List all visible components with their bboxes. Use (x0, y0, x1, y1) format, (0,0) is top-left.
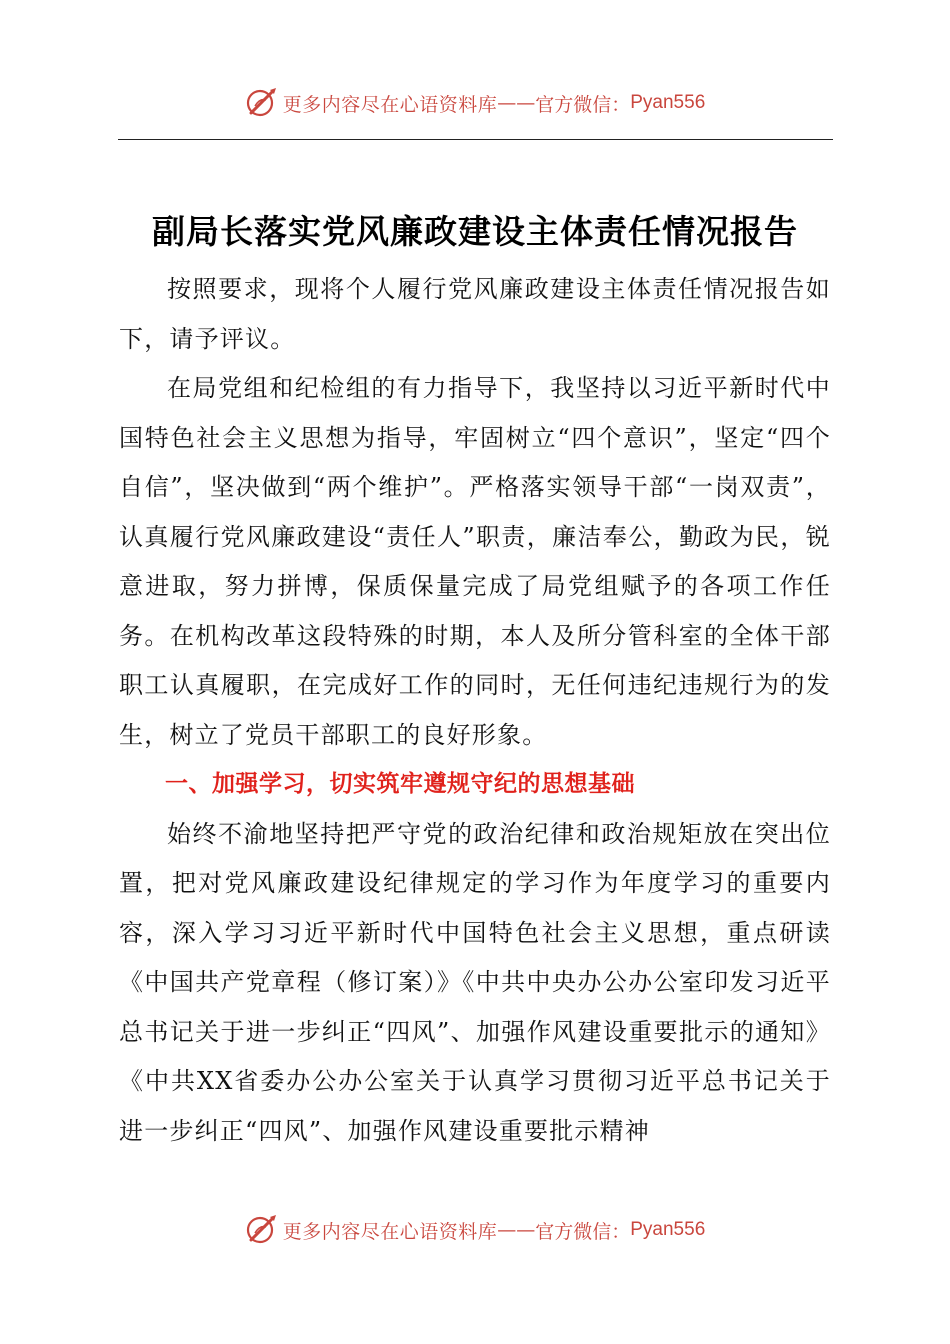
intro-paragraph: 按照要求，现将个人履行党风廉政建设主体责任情况报告如下，请予评议。 (119, 275, 831, 353)
banner-text: 更多内容尽在心语资料库 (282, 1220, 498, 1243)
section-paragraph: 始终不渝地坚持把严守党的政治纪律和政治规矩放在突出位置，把对党风廉政建设纪律规定的学习作为年度学习的重要内容，深入学习习近平新时代中国特色社会主义思想，重点研读《中国共产党章程（修订案）》《中共中央办公办公室印发习近平总书记关于进一步纠正“四风”、加强作风建设重要批示的通知》《中共XX省委办公办公室关于认真学习贯彻习近平总书记关于进一步纠正“四风”、加强作风建设重要批示精神 (119, 819, 831, 1145)
document-title: 副局长落实党风廉政建设主体责任情况报告 (152, 212, 798, 252)
footer-banner (0, 1210, 950, 1250)
banner-wechat-id: Pyan556 (630, 1219, 706, 1240)
banner-wechat-id: Pyan556 (630, 92, 706, 113)
banner-wechat-label: 官方微信： (535, 1220, 631, 1243)
header-banner (0, 83, 950, 123)
pen-logo-icon (245, 86, 279, 120)
banner-wechat-label: 官方微信： (535, 93, 631, 116)
document-body (119, 265, 831, 1156)
header-divider (118, 139, 833, 140)
body-paragraph: 在局党组和纪检组的有力指导下，我坚持以习近平新时代中国特色社会主义思想为指导，牢固树立“四个意识”，坚定“四个自信”，坚决做到“两个维护”。严格落实领导干部“一岗双责”，认真履行党风廉政建设“责任人”职责，廉洁奉公，勤政为民，锐意进取，努力拼博，保质保量完成了局党组赋予的各项工作任务。在机构改革这段特殊的时期，本人及所分管科室的全体干部职工认真履职，在完成好工作的同时，无任何违纪违规行为的发生，树立了党员干部职工的良好形象。 (119, 374, 831, 749)
banner-dash: —— (497, 1219, 536, 1241)
banner-dash: —— (497, 92, 536, 114)
section-heading: 一、加强学习，切实筑牢遵规守纪的思想基础 (165, 771, 635, 797)
pen-logo-icon (245, 1213, 279, 1247)
banner-text: 更多内容尽在心语资料库 (282, 93, 498, 116)
